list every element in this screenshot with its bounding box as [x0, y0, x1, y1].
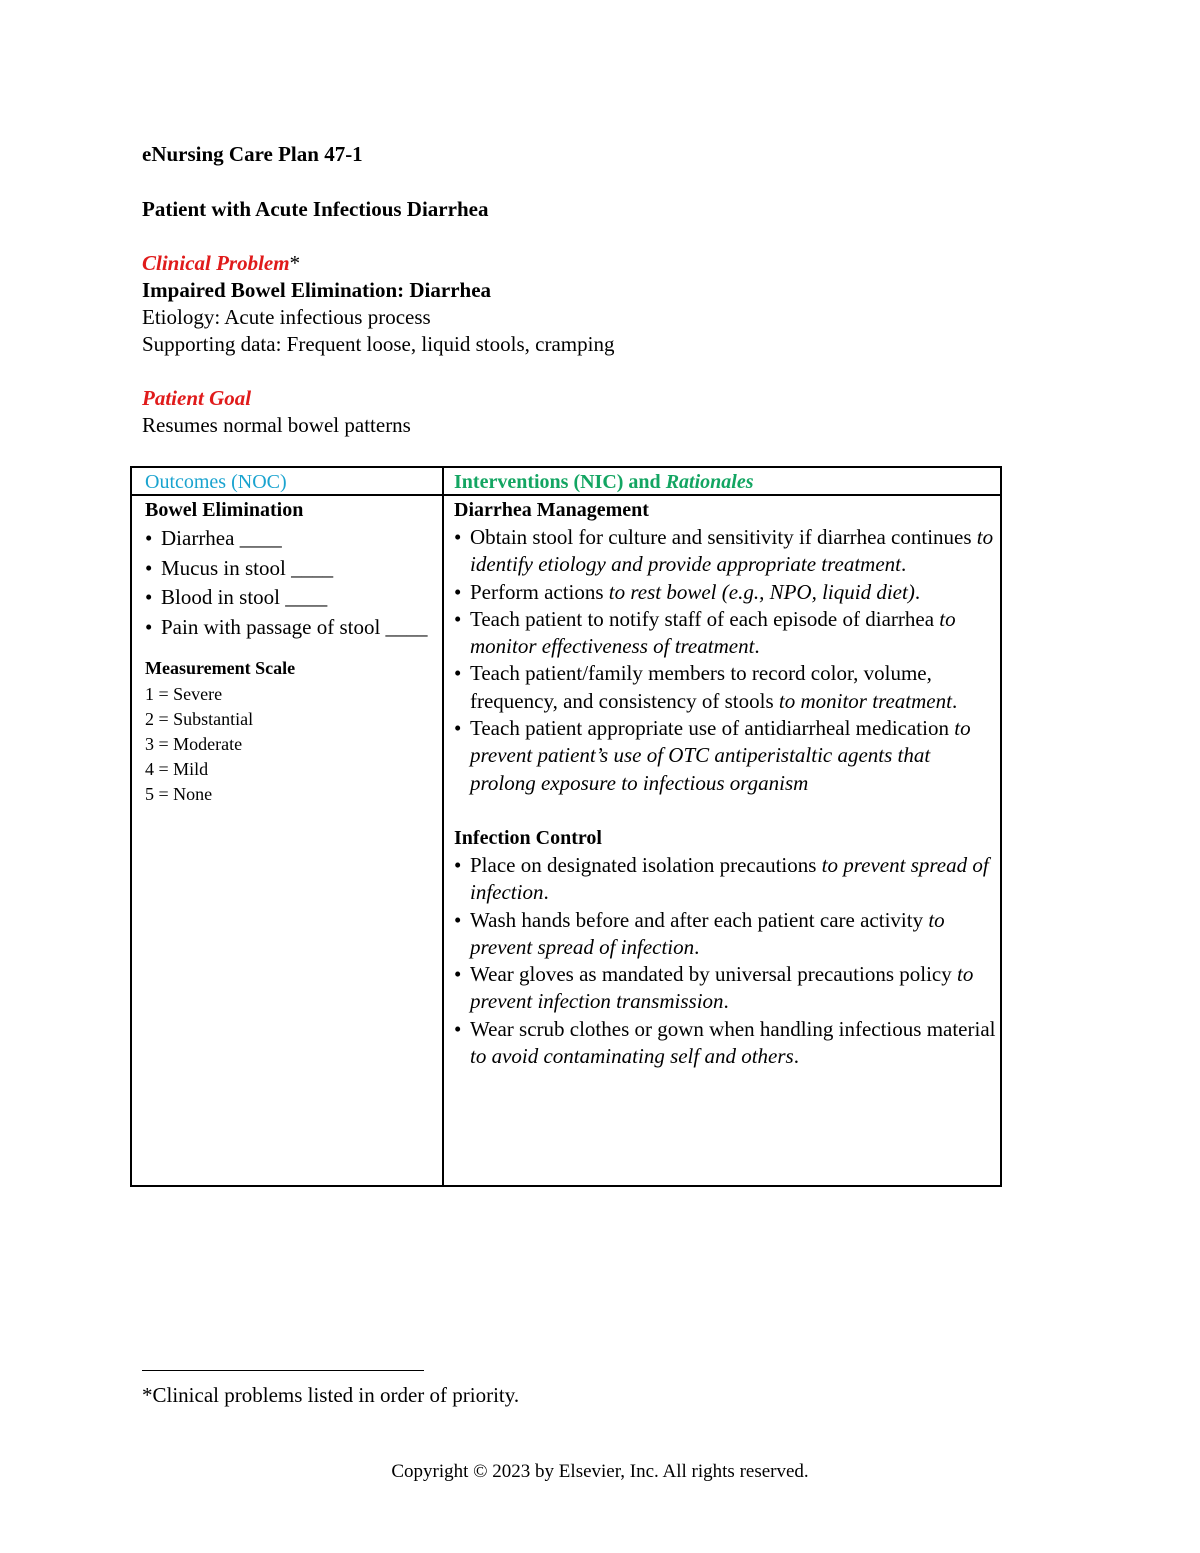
bullet-icon: •	[454, 579, 462, 604]
bullet-icon: •	[454, 1016, 462, 1041]
outcomes-header-cell	[131, 467, 443, 495]
scale-item: 1 = Severe	[145, 684, 223, 704]
intervention-text: Place on designated isolation precautions	[470, 852, 822, 877]
rationale-text: to avoid contaminating self and others	[470, 1044, 794, 1069]
intervention-end-punct: .	[543, 880, 549, 905]
footnote: *Clinical problems listed in order of priority.	[142, 1383, 520, 1407]
scale-item: 3 = Moderate	[145, 734, 243, 754]
rationale-text: to prevent spread of infection	[470, 907, 945, 959]
rationale-text: to monitor treatment	[778, 688, 952, 713]
rationale-text: to identify etiology and provide appropriate treatment	[470, 525, 994, 577]
interventions-cell	[443, 495, 1001, 1186]
rationale-text: to prevent spread of infection	[470, 852, 989, 905]
outcome-item-text: Mucus in stool ____	[161, 555, 334, 580]
bullet-icon: •	[454, 661, 462, 686]
clinical-problem-heading	[142, 250, 300, 277]
outcome-title: Bowel Elimination	[145, 499, 304, 521]
rationale-text: to prevent infection transmission	[470, 962, 974, 1014]
care-plan-table	[130, 466, 1002, 1187]
intervention-end-punct: .	[754, 634, 760, 659]
outcome-item-text: Diarrhea ____	[161, 526, 282, 550]
interventions-header	[454, 468, 1000, 494]
intervention-item	[454, 852, 1000, 907]
bullet-icon: •	[145, 614, 153, 639]
outcome-item	[145, 524, 442, 554]
intervention-item	[454, 961, 1000, 1016]
patient-goal-heading: Patient Goal	[142, 386, 252, 410]
bullet-icon: •	[454, 525, 462, 549]
intervention-text: Wear gloves as mandated by universal precautions policy	[470, 962, 957, 987]
measurement-scale-title: Measurement Scale	[145, 658, 296, 678]
outcome-list	[145, 524, 442, 642]
outcome-item-text: Blood in stool ____	[161, 585, 328, 609]
intervention-end-punct: .	[951, 688, 958, 713]
intervention-text: Teach patient to notify staff of each episode of diarrhea	[470, 606, 940, 631]
problem-name: Impaired Bowel Elimination: Diarrhea	[142, 278, 492, 302]
scale-item: 5 = None	[145, 784, 213, 804]
bullet-icon: •	[454, 962, 462, 987]
intervention-text: Wear scrub clothes or gown when handling infectious material	[470, 1016, 996, 1041]
intervention-item	[454, 907, 1000, 962]
outcome-item-text: Pain with passage of stool ____	[161, 614, 428, 639]
intervention-text: Obtain stool for culture and sensitivity if diarrhea continues	[470, 525, 977, 549]
intervention-item	[454, 579, 1000, 606]
interventions-header-cell	[443, 467, 1001, 495]
intervention-list	[454, 852, 1000, 1070]
outcome-item	[145, 613, 442, 643]
intervention-list	[454, 524, 1000, 797]
outcome-item	[145, 583, 442, 613]
bullet-icon: •	[454, 716, 462, 741]
bullet-icon: •	[454, 907, 462, 932]
intervention-text: Teach patient/family members to record color, volume, frequency, and consistency of stools	[470, 661, 932, 713]
intervention-end-punct: .	[914, 579, 921, 604]
intervention-item	[454, 606, 1000, 661]
rationale-text: to rest bowel (e.g., NPO, liquid diet)	[608, 579, 915, 604]
intervention-item	[454, 660, 1000, 715]
bullet-icon: •	[145, 526, 153, 550]
intervention-item	[454, 1016, 1000, 1071]
intervention-sections	[454, 497, 1000, 1070]
footnote-divider	[142, 1370, 424, 1371]
intervention-end-punct: .	[723, 989, 729, 1014]
interventions-header-text: Interventions (NIC) and	[454, 471, 666, 493]
rationale-text: to monitor effectiveness of treatment	[470, 606, 956, 659]
intervention-section-title: Infection Control	[454, 826, 602, 849]
bullet-icon: •	[454, 606, 462, 631]
intervention-text: Wash hands before and after each patient care activity	[470, 907, 929, 932]
priority-asterisk: *	[289, 251, 301, 275]
outcomes-cell	[131, 495, 443, 1186]
outcome-item	[145, 554, 442, 584]
scale-item: 2 = Substantial	[145, 709, 254, 729]
document-subtitle: Patient with Acute Infectious Diarrhea	[142, 197, 489, 221]
intervention-text: Perform actions	[470, 579, 609, 604]
section-spacer	[454, 797, 1000, 824]
intervention-end-punct: .	[793, 1044, 799, 1069]
etiology-text: Etiology: Acute infectious process	[142, 305, 431, 329]
intervention-item	[454, 524, 1000, 579]
clinical-problem-label: Clinical Problem	[142, 251, 290, 275]
intervention-section-title: Diarrhea Management	[454, 499, 649, 521]
copyright: Copyright © 2023 by Elsevier, Inc. All rights reserved.	[391, 1461, 809, 1482]
rationale-text: to prevent patient’s use of OTC antiperistaltic agents that prolong exposure to infectious organism	[470, 716, 971, 795]
bullet-icon: •	[454, 852, 462, 877]
measurement-scale-list	[145, 682, 442, 807]
rationales-header-text: Rationales	[665, 471, 754, 493]
scale-item: 4 = Mild	[145, 759, 209, 779]
outcomes-header: Outcomes (NOC)	[145, 471, 287, 493]
intervention-item	[454, 715, 1000, 797]
intervention-end-punct: .	[694, 934, 700, 959]
patient-goal-text: Resumes normal bowel patterns	[142, 413, 411, 437]
document-title: eNursing Care Plan 47-1	[142, 142, 363, 166]
supporting-data-text: Supporting data: Frequent loose, liquid stools, cramping	[142, 332, 615, 356]
bullet-icon: •	[145, 585, 153, 609]
bullet-icon: •	[145, 555, 153, 580]
intervention-end-punct: .	[901, 552, 907, 577]
intervention-text: Teach patient appropriate use of antidiarrheal medication	[470, 716, 955, 741]
